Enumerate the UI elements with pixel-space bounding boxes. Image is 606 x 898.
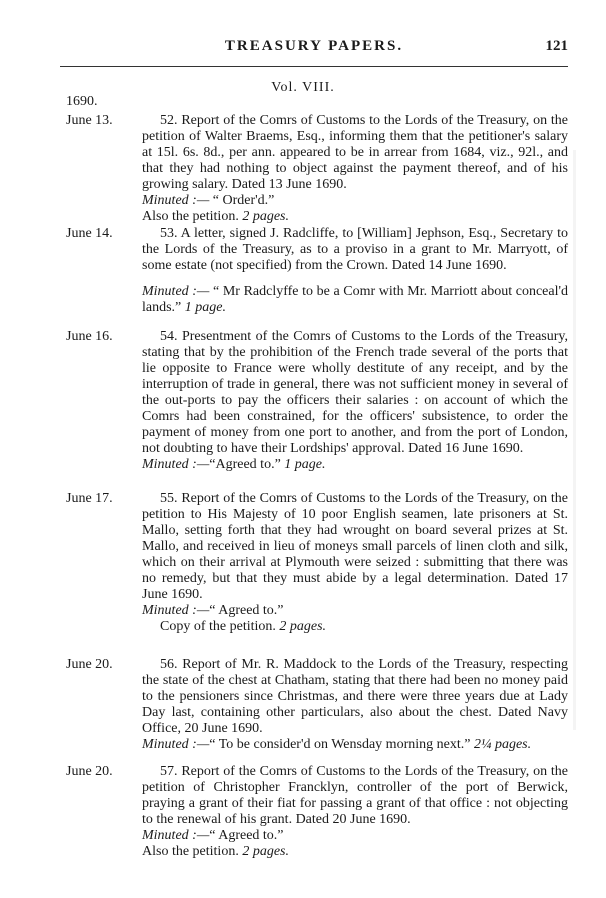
page-title: TREASURY PAPERS. (224, 38, 404, 54)
entry-date: June 20. (66, 657, 113, 672)
minuted-label: Minuted :— (142, 828, 210, 843)
entry-text: 53. A letter, signed J. Radcliffe, to [William] Jephson, Esq., Secretary to the Lords of the Treasury, as to a proviso in a grant to Mr. Marryott, of some estate (not specified) from the Crown. Dated 14 June 1690. (142, 226, 568, 273)
minuted-text: “ To be consider'd on Wensday morning next.” (209, 737, 471, 752)
page-count: 2 pages. (242, 209, 289, 224)
entry-text: 56. Report of Mr. R. Maddock to the Lords of the Treasury, respecting the state of the chest at Chatham, stating that there had been no money paid to the pensioners since Christmas, and there were three years due at Lady Day last, containing other particulars, also about the chest. Dated Navy Office, 20 June 1690. (142, 657, 568, 736)
page-count: 2 pages. (279, 619, 327, 634)
entry-text: 55. Report of the Comrs of Customs to the Lords of the Treasury, on the petition to His Majesty of 10 poor English seamen, late prisoners at St. Mallo, setting forth that they had wrought on board several prizes at St. Mallo, and received in lieu of moneys small parcels of linen cloth and silk, which on their arrival at Plymouth were seized : submitting that there was no remedy, but that they must abide by a legal determination. Dated 17 June 1690. (142, 491, 568, 602)
entry-text: 57. Report of the Comrs of Customs to the Lords of the Treasury, on the petition of Christopher Francklyn, controller of the port of Berwick, praying a grant of their fiat for passing a grant of that office : not objecting to the renewal of his grant. Dated 20 June 1690. (142, 764, 568, 827)
also-note: Also the petition. (142, 209, 239, 224)
minuted-label: Minuted :— (142, 193, 210, 208)
minuted-label: Minuted :— (142, 457, 210, 472)
entry-text: 54. Presentment of the Comrs of Customs to the Lords of the Treasury, stating that by the prohibition of the French trade several of the ports that lie opposite to France were wholly destitute of any receipt, and by the interruption of trade in general, there was not sufficient money in several of the out-ports to pay the officers their salaries : on account of which the Comrs had been constrained, for the officers' subsistence, to order the payment of money from one port to another, and from the port of London, not doubting to have their Lordships' approval. Dated 16 June 1690. (142, 329, 568, 456)
minuted-text: “ Order'd.” (212, 193, 275, 208)
page-count: 2 pages. (242, 844, 289, 859)
also-note: Copy of the petition. (160, 619, 276, 634)
minuted-text: “ Agreed to.” (209, 603, 284, 618)
minuted-text: “Agreed to.” (209, 457, 281, 472)
running-head (60, 34, 568, 60)
entry-date: June 14. (66, 226, 113, 241)
minuted-label: Minuted :— (142, 737, 210, 752)
also-note: Also the petition. (142, 844, 239, 859)
watermark-stamp (453, 150, 576, 730)
minuted-label: Minuted :— (142, 603, 210, 618)
volume-label: Vol. VIII. (271, 80, 335, 95)
year-label: 1690. (66, 94, 98, 109)
page-count: 2¼ pages. (473, 737, 532, 752)
minuted-text: “ Agreed to.” (209, 828, 284, 843)
page-number: 121 (545, 38, 568, 54)
entry-date: June 17. (66, 491, 113, 506)
entry-date: June 13. (66, 113, 113, 128)
page-count: 1 page. (284, 457, 326, 472)
entry-date: June 16. (66, 329, 113, 344)
page-count: 1 page. (184, 300, 226, 315)
minuted-label: Minuted :— (142, 284, 210, 299)
entry-date: June 20. (66, 764, 113, 779)
entry-text: 52. Report of the Comrs of Customs to the Lords of the Treasury, on the petition of Walter Braems, Esq., informing them that the petitioner's salary at 15l. 6s. 8d., per ann. appeared to be in arrear from 1684, viz., 92l., and that they had nothing to object against the payment thereof, and of his growing salary. Dated 13 June 1690. (142, 113, 568, 192)
header-rule (60, 66, 568, 67)
minuted-text: “ Mr Radclyffe to be a Comr with Mr. Marriott about conceal'd lands.” (142, 284, 569, 315)
